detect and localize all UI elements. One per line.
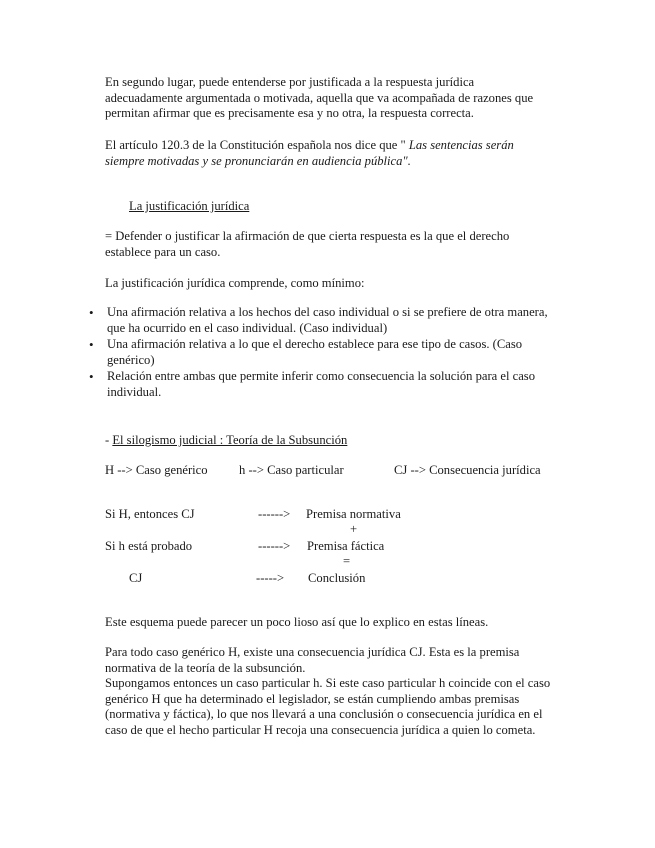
text-line xyxy=(105,154,575,170)
text-line: genérico) xyxy=(107,352,155,367)
scheme-row2-right: Premisa fáctica xyxy=(307,539,385,553)
quote-italic: Las sentencias serán xyxy=(408,138,514,152)
scheme-row1-left: Si H, entonces CJ xyxy=(105,507,195,521)
text-line: que ha ocurrido en el caso individual. (Caso individual) xyxy=(107,320,388,335)
silogismo-title xyxy=(105,433,347,449)
symbol-generic-case: H --> Caso genérico xyxy=(105,463,208,477)
text-line: permitan afirmar que es precisamente esa y no otra, la respuesta correcta. xyxy=(105,106,474,121)
text-line: (normativa y fáctica), lo que nos llevará a una conclusión o consecuencia jurídica en el xyxy=(105,707,543,722)
text-line: Una afirmación relativa a los hechos del caso individual o si se prefiere de otra manera, xyxy=(107,305,548,319)
bullet-item xyxy=(107,337,577,368)
symbol-legal-consequence: CJ --> Consecuencia jurídica xyxy=(394,463,541,477)
section-heading: La justificación jurídica xyxy=(129,199,250,213)
paragraph-constitution-article xyxy=(105,138,575,169)
text-line: normativa de la teoría de la subsunción. xyxy=(105,660,306,675)
text-line: establece para un caso. xyxy=(105,244,221,259)
closing-sentence: Este esquema puede parecer un poco lioso así que lo explico en estas líneas. xyxy=(105,615,489,629)
explanation-paragraph xyxy=(105,645,575,739)
bullet-icon: • xyxy=(89,337,94,352)
text-line xyxy=(105,138,575,154)
text-line: Supongamos entonces un caso particular h. Si este caso particular h coincide con el caso xyxy=(105,676,551,691)
text-line: Una afirmación relativa a lo que el derecho establece para ese tipo de casos. (Caso xyxy=(107,337,523,351)
quote-italic: siempre motivadas y se pronunciarán en audiencia pública". xyxy=(105,153,411,168)
scheme-plus: + xyxy=(350,522,358,536)
intro-text: La justificación jurídica comprende, como mínimo: xyxy=(105,276,365,290)
text-line: = Defender o justificar la afirmación de que cierta respuesta es la que el derecho xyxy=(105,229,510,243)
definition-paragraph xyxy=(105,229,575,260)
scheme-row1-right: Premisa normativa xyxy=(306,507,401,521)
title-underlined: El silogismo judicial : Teoría de la Subsunción xyxy=(112,433,348,447)
text-line: caso de que el hecho particular H recoja una consecuencia jurídica a quien lo cometa. xyxy=(105,722,536,737)
text-line: adecuadamente argumentada o motivada, aquella que va acompañada de razones que xyxy=(105,90,534,105)
paragraph-justified-answer xyxy=(105,75,575,122)
text-line: individual. xyxy=(107,384,162,399)
bullet-item xyxy=(107,369,577,400)
text-line: Para todo caso genérico H, existe una consecuencia jurídica CJ. Esta es la premisa xyxy=(105,645,520,659)
scheme-row2-left: Si h está probado xyxy=(105,539,193,553)
text-line: Relación entre ambas que permite inferir como consecuencia la solución para el caso xyxy=(107,369,536,383)
scheme-equals: = xyxy=(343,554,351,568)
symbol-particular-case: h --> Caso particular xyxy=(239,463,344,477)
scheme-row3-arrow: -----> xyxy=(256,571,285,585)
scheme-row2-arrow: ------> xyxy=(258,539,291,553)
scheme-row3-left: CJ xyxy=(129,571,143,585)
text-line: En segundo lugar, puede entenderse por justificada a la respuesta jurídica xyxy=(105,75,475,89)
article-text: El artículo 120.3 de la Constitución española nos dice que " xyxy=(105,138,406,152)
bullet-icon: • xyxy=(89,369,94,384)
bullet-icon: • xyxy=(89,305,94,320)
bullet-item xyxy=(107,305,577,336)
text-line: genérico H que ha determinado el legislador, se están cumpliendo ambas premisas xyxy=(105,691,520,706)
scheme-row1-arrow: ------> xyxy=(258,507,291,521)
scheme-row3-right: Conclusión xyxy=(308,571,366,585)
title-prefix: - xyxy=(105,433,113,447)
